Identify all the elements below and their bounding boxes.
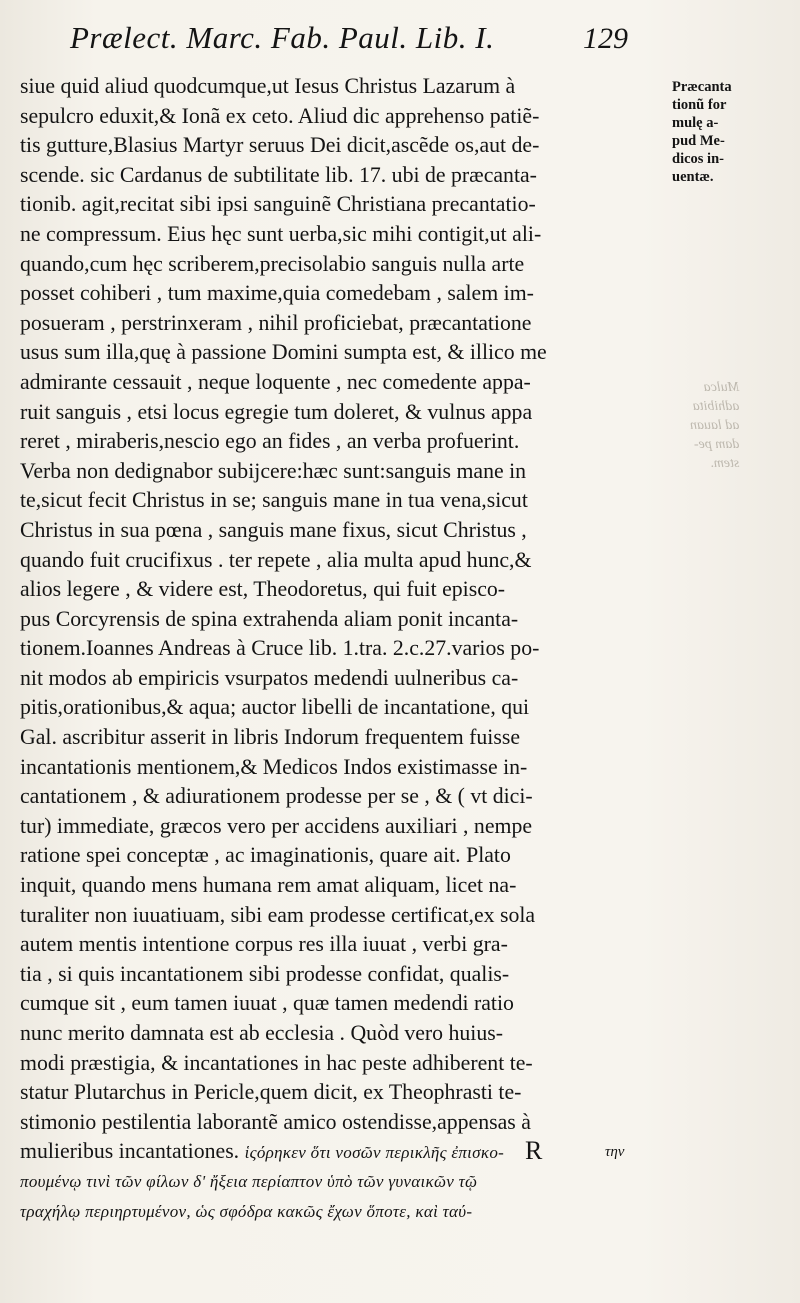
bleed-through-line: ad lauan: [690, 418, 740, 433]
text-line-latin: mulieribus incantationes.: [20, 1139, 240, 1164]
text-line: quando,cum hęc scriberem,precisolabio sanguis nulla arte: [20, 251, 525, 276]
text-line: cantationem , & adiurationem prodesse per se , & ( vt dici-: [20, 784, 533, 809]
text-line: stimonio pestilentia laborantẽ amico ostendisse,appensas à: [20, 1109, 531, 1134]
marginal-note-line: pud Me-: [672, 133, 725, 149]
text-line: Verba non dedignabor subijcere:hæc sunt:sanguis mane in: [20, 458, 527, 483]
text-line-with-greek: [20, 1137, 660, 1167]
bleed-through-line: dam pe-: [693, 437, 740, 452]
text-line: te,sicut fecit Christus in se; sanguis mane in tua vena,sicut: [20, 488, 528, 513]
text-line: quando fuit crucifixus . ter repete , alia multa apud hunc,&: [20, 547, 532, 572]
text-line: inquit, quando mens humana rem amat aliquam, licet na-: [20, 873, 517, 898]
marginal-note-line: dicos in-: [672, 151, 724, 167]
greek-quotation: ἱςόρηκεν ὅτι νοσῶν περικλῆς ἐπισκο-: [244, 1143, 505, 1163]
text-line: pus Corcyrensis de spina extrahenda aliam ponit incanta-: [20, 606, 519, 631]
text-line: pitis,orationibus,& aqua; auctor libelli de incantatione, qui: [20, 695, 530, 720]
bleed-through-text: [690, 378, 739, 473]
text-line: nit modos ab empiricis vsurpatos medendi uulneribus ca-: [20, 665, 519, 690]
text-line: admirante cessauit , neque loquente , nec comedente appa-: [20, 369, 531, 394]
text-line: sepulcro eduxit,& Ionã ex ceto. Aliud dic apprehenso patiẽ-: [20, 103, 540, 128]
text-line: ratione spei conceptæ , ac imaginationis, quare ait. Plato: [20, 843, 511, 868]
catchword: την: [605, 1144, 625, 1160]
text-line: ruit sanguis , etsi locus egregie tum doleret, & vulnus appa: [20, 399, 533, 424]
text-line: modi præstigia, & incantationes in hac peste adhiberent te-: [20, 1050, 533, 1075]
text-line: turaliter non iuuatiuam, sibi eam prodesse certificat,ex sola: [20, 902, 536, 927]
text-line: tionem.Ioannes Andreas à Cruce lib. 1.tra. 2.c.27.varios po-: [20, 636, 540, 661]
text-line: reret , miraberis,nescio ego an fides , an verba profuerint.: [20, 429, 520, 454]
greek-line: πουμένῳ τινὶ τῶν φίλων δ' ἤξεια περίαπτον ὑπὸ τῶν γυναικῶν τῷ: [20, 1171, 478, 1191]
marginal-note-line: uentæ.: [672, 169, 714, 185]
bleed-through-line: adhibita: [692, 399, 740, 414]
greek-line: τραχήλῳ περιηρτυμένον, ὡς σφόδρα κακῶς ἔχων ὅποτε, καὶ ταύ-: [20, 1201, 473, 1221]
text-line: posset cohiberi , tum maxime,quia comedebam , salem im-: [20, 281, 534, 306]
marginal-note-line: Præcanta: [672, 79, 732, 95]
text-line: tis gutture,Blasius Martyr seruus Dei dicit,ascẽde os,aut de-: [20, 133, 540, 158]
text-line: Gal. ascribitur asserit in libris Indorum frequentem fuisse: [20, 725, 520, 750]
text-line: tionib. agit,recitat sibi ipsi sanguinẽ Christiana precantatio-: [20, 192, 536, 217]
signature-mark: R: [525, 1136, 543, 1165]
bleed-through-line: Mulca: [703, 380, 740, 395]
bleed-through-line: stem.: [710, 456, 740, 471]
running-title: Prælect. Marc. Fab. Paul. Lib. I.: [70, 20, 495, 55]
text-line: alios legere , & videre est, Theodoretus, qui fuit episco-: [20, 577, 506, 602]
text-line: incantationis mentionem,& Medicos Indos existimasse in-: [20, 754, 528, 779]
page-number: 129: [583, 22, 628, 55]
text-line: nunc merito damnata est ab ecclesia . Quòd vero huius-: [20, 1021, 504, 1045]
text-line: tur) immediate, græcos vero per accidens auxiliari , nempe: [20, 813, 533, 838]
marginal-note: [672, 78, 792, 186]
marginal-note-line: tionũ for: [672, 97, 727, 113]
text-line: usus sum illa,quę à passione Domini sumpta est, & illico me: [20, 340, 547, 365]
text-line: Christus in sua pœna , sanguis mane fixus, sicut Christus ,: [20, 517, 527, 542]
text-line: ne compressum. Eius hęc sunt uerba,sic mihi contigit,ut ali-: [20, 221, 542, 246]
text-line: autem mentis intentione corpus res illa iuuat , verbi gra-: [20, 932, 508, 957]
marginal-note-line: mulę a-: [672, 115, 719, 131]
text-line: scende. sic Cardanus de subtilitate lib. 17. ubi de præcanta-: [20, 162, 537, 187]
text-line: posueram , perstrinxeram , nihil proficiebat, præcantatione: [20, 310, 532, 335]
text-line: tia , si quis incantationem sibi prodesse confidat, qualis-: [20, 961, 510, 986]
text-line: statur Plutarchus in Pericle,quem dicit, ex Theophrasti te-: [20, 1080, 522, 1105]
text-line: cumque sit , eum tamen iuuat , quæ tamen medendi ratio: [20, 991, 514, 1016]
main-text-block: [20, 72, 660, 1226]
text-line: siue quid aliud quodcumque,ut Iesus Christus Lazarum à: [20, 74, 516, 98]
